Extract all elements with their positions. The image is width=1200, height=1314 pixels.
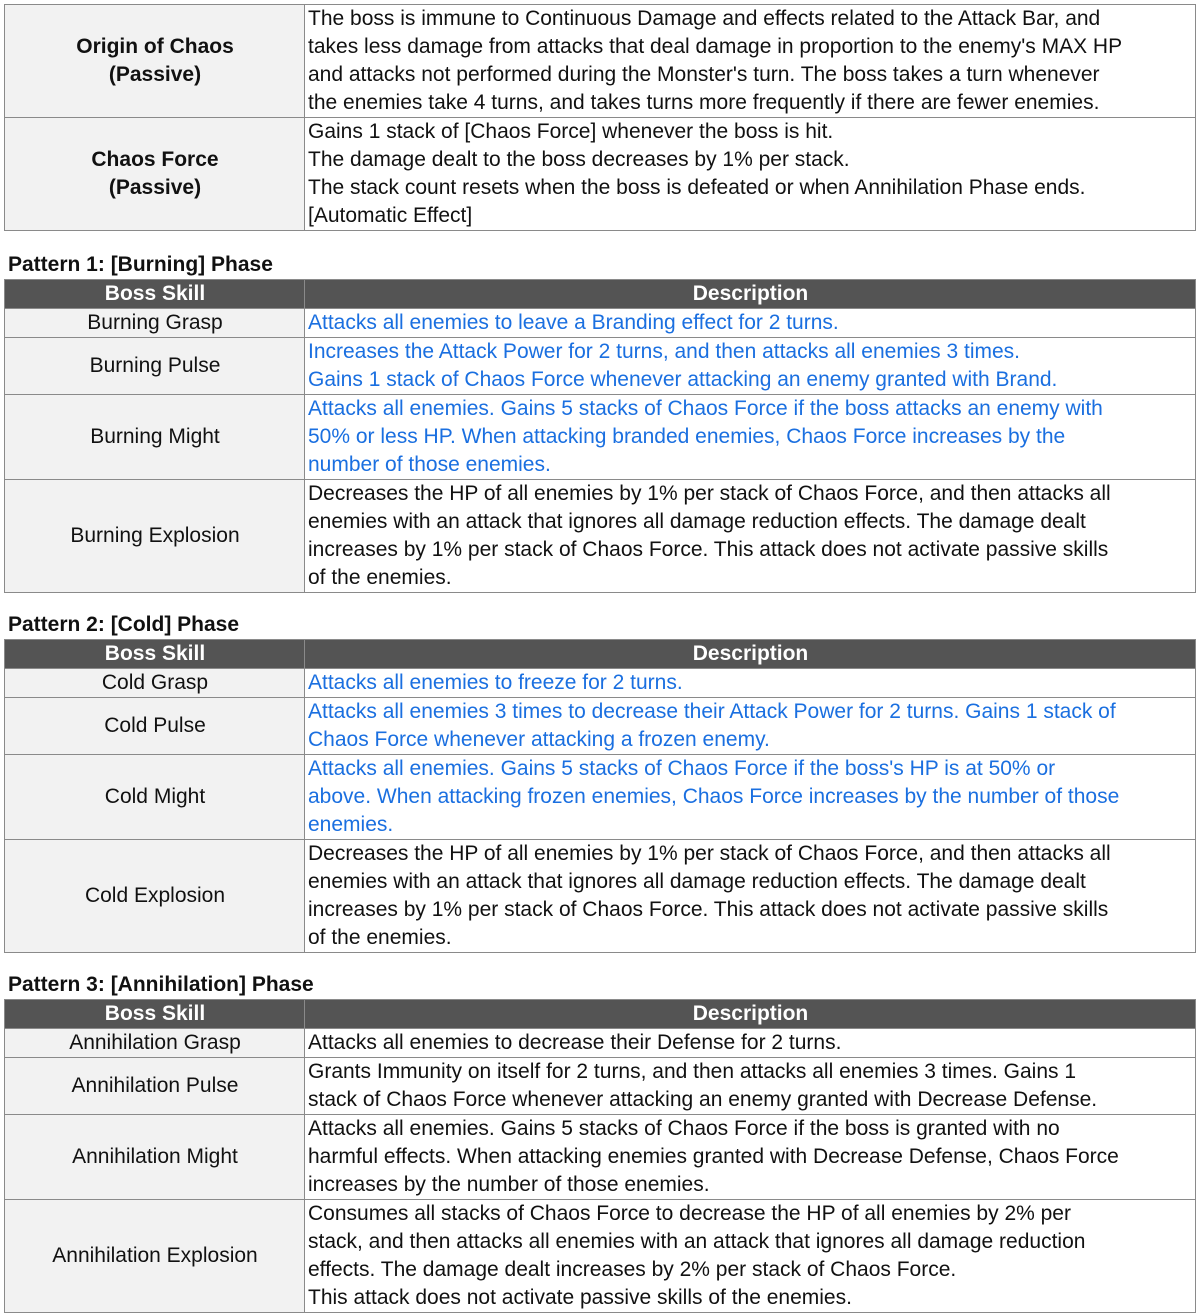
text-line: of the enemies. (308, 566, 452, 589)
skill-description (305, 669, 1196, 698)
table-row (5, 480, 1196, 593)
table-row (5, 1058, 1196, 1115)
text-line: This attack does not activate passive skills of the enemies. (308, 1286, 852, 1309)
text-line: effects. The damage dealt increases by 2% per stack of Chaos Force. (308, 1258, 957, 1281)
header-description: Description (305, 280, 1196, 309)
text-line: stack, and then attacks all enemies with an attack that ignores all damage reduction (308, 1230, 1086, 1253)
text-line: Decreases the HP of all enemies by 1% per stack of Chaos Force, and then attacks all (308, 482, 1111, 505)
skill-name: Annihilation Grasp (5, 1029, 305, 1058)
skill-description (305, 840, 1196, 953)
text-line: increases by 1% per stack of Chaos Force. This attack does not activate passive skills (308, 538, 1109, 561)
header-row (5, 280, 1196, 309)
text-line: enemies. (308, 813, 394, 836)
text-line: 50% or less HP. When attacking branded enemies, Chaos Force increases by the (308, 425, 1066, 448)
text-line: enemies with an attack that ignores all damage reduction effects. The damage dealt (308, 510, 1086, 533)
table-row (5, 395, 1196, 480)
skill-name: Cold Explosion (5, 840, 305, 953)
text-line: The stack count resets when the boss is defeated or when Annihilation Phase ends. (308, 176, 1086, 199)
text-line: Origin of Chaos (76, 35, 234, 58)
table-row (5, 1200, 1196, 1313)
text-line: Consumes all stacks of Chaos Force to decrease the HP of all enemies by 2% per (308, 1202, 1071, 1225)
header-row (5, 640, 1196, 669)
passive-row (5, 5, 1196, 118)
header-boss-skill: Boss Skill (5, 1000, 305, 1029)
skill-name: Burning Pulse (5, 338, 305, 395)
skill-description (305, 1115, 1196, 1200)
text-line: takes less damage from attacks that deal damage in proportion to the enemy's MAX HP (308, 35, 1123, 58)
passive-row (5, 118, 1196, 231)
pattern-table (4, 639, 1196, 953)
text-line: and attacks not performed during the Monster's turn. The boss takes a turn whenever (308, 63, 1100, 86)
skill-name: Annihilation Might (5, 1115, 305, 1200)
text-line: Attacks all enemies to freeze for 2 turns. (308, 671, 683, 694)
table-row (5, 840, 1196, 953)
text-line: Attacks all enemies to leave a Branding effect for 2 turns. (308, 311, 839, 334)
header-boss-skill: Boss Skill (5, 640, 305, 669)
skill-description (305, 755, 1196, 840)
skill-description (305, 480, 1196, 593)
header-description: Description (305, 1000, 1196, 1029)
text-line: the enemies take 4 turns, and takes turns more frequently if there are fewer enemies. (308, 91, 1100, 114)
skill-description (305, 698, 1196, 755)
text-line: increases by the number of those enemies. (308, 1173, 710, 1196)
skill-description (305, 1200, 1196, 1313)
passive-table (4, 4, 1196, 231)
text-line: number of those enemies. (308, 453, 551, 476)
passive-name (5, 118, 305, 231)
text-line: Attacks all enemies. Gains 5 stacks of Chaos Force if the boss is granted with no (308, 1117, 1060, 1140)
text-line: The boss is immune to Continuous Damage and effects related to the Attack Bar, and (308, 7, 1101, 30)
text-line: stack of Chaos Force whenever attacking an enemy granted with Decrease Defense. (308, 1088, 1098, 1111)
skill-description (305, 338, 1196, 395)
text-line: Increases the Attack Power for 2 turns, and then attacks all enemies 3 times. (308, 340, 1021, 363)
skill-name: Burning Explosion (5, 480, 305, 593)
text-line: Attacks all enemies 3 times to decrease their Attack Power for 2 turns. Gains 1 stack of (308, 700, 1116, 723)
pattern-title: Pattern 3: [Annihilation] Phase (8, 973, 314, 996)
table-row (5, 755, 1196, 840)
text-line: harmful effects. When attacking enemies granted with Decrease Defense, Chaos Force (308, 1145, 1119, 1168)
text-line: (Passive) (108, 63, 202, 86)
skill-name: Cold Pulse (5, 698, 305, 755)
skill-description (305, 309, 1196, 338)
text-line: Chaos Force whenever attacking a frozen enemy. (308, 728, 770, 751)
table-row (5, 309, 1196, 338)
pattern-table (4, 279, 1196, 593)
text-line: The damage dealt to the boss decreases by 1% per stack. (308, 148, 850, 171)
text-line: above. When attacking frozen enemies, Chaos Force increases by the number of those (308, 785, 1120, 808)
passive-name (5, 5, 305, 118)
text-line: (Passive) (108, 176, 202, 199)
text-line: Gains 1 stack of Chaos Force whenever attacking an enemy granted with Brand. (308, 368, 1058, 391)
skill-name: Burning Might (5, 395, 305, 480)
skill-name: Burning Grasp (5, 309, 305, 338)
skill-description (305, 1029, 1196, 1058)
text-line: of the enemies. (308, 926, 452, 949)
text-line: Decreases the HP of all enemies by 1% per stack of Chaos Force, and then attacks all (308, 842, 1111, 865)
skill-name: Cold Grasp (5, 669, 305, 698)
skill-name: Annihilation Explosion (5, 1200, 305, 1313)
text-line: Gains 1 stack of [Chaos Force] whenever the boss is hit. (308, 120, 834, 143)
text-line: Attacks all enemies to decrease their Defense for 2 turns. (308, 1031, 842, 1054)
skill-name: Cold Might (5, 755, 305, 840)
text-line: Grants Immunity on itself for 2 turns, and then attacks all enemies 3 times. Gains 1 (308, 1060, 1077, 1083)
passive-description (305, 5, 1196, 118)
header-row (5, 1000, 1196, 1029)
skill-description (305, 1058, 1196, 1115)
text-line: increases by 1% per stack of Chaos Force. This attack does not activate passive skills (308, 898, 1109, 921)
text-line: Chaos Force (91, 148, 219, 171)
table-row (5, 1115, 1196, 1200)
text-line: Attacks all enemies. Gains 5 stacks of Chaos Force if the boss attacks an enemy with (308, 397, 1103, 420)
pattern-table (4, 999, 1196, 1313)
table-row (5, 669, 1196, 698)
header-description: Description (305, 640, 1196, 669)
text-line: Attacks all enemies. Gains 5 stacks of Chaos Force if the boss's HP is at 50% or (308, 757, 1056, 780)
header-boss-skill: Boss Skill (5, 280, 305, 309)
table-row (5, 1029, 1196, 1058)
text-line: [Automatic Effect] (308, 204, 473, 227)
text-line: enemies with an attack that ignores all damage reduction effects. The damage dealt (308, 870, 1086, 893)
pattern-title: Pattern 2: [Cold] Phase (8, 613, 240, 636)
skill-description (305, 395, 1196, 480)
passive-description (305, 118, 1196, 231)
table-row (5, 698, 1196, 755)
pattern-title: Pattern 1: [Burning] Phase (8, 253, 273, 276)
table-row (5, 338, 1196, 395)
skill-name: Annihilation Pulse (5, 1058, 305, 1115)
